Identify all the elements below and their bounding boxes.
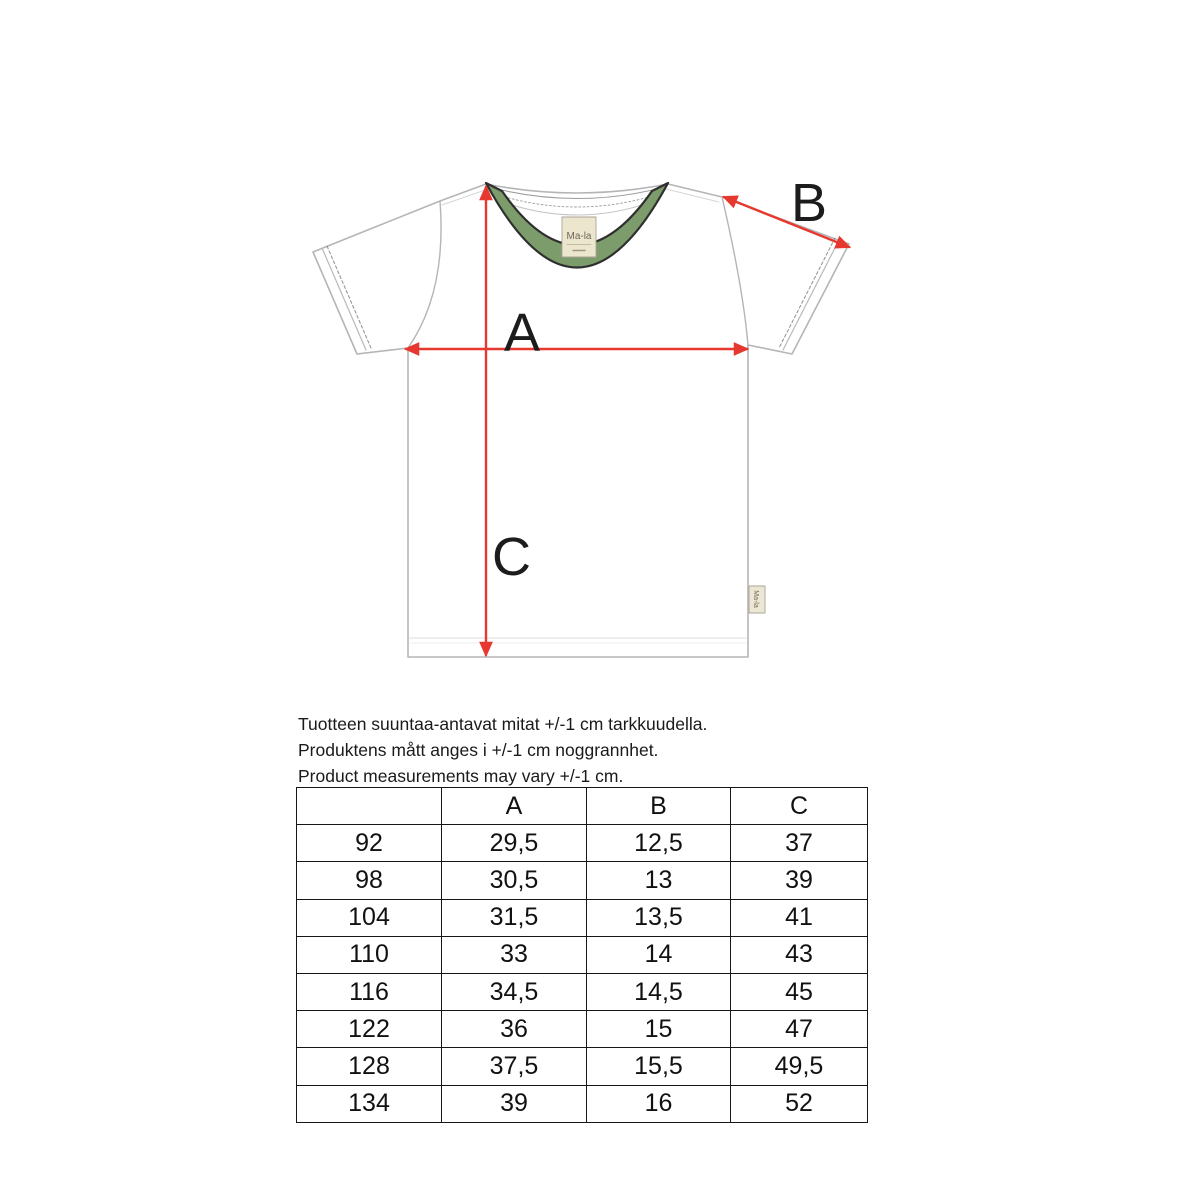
c-cell: 39 xyxy=(731,862,868,899)
size-row xyxy=(297,1011,868,1048)
size-row xyxy=(297,825,868,862)
c-cell: 41 xyxy=(731,899,868,936)
size-row xyxy=(297,1085,868,1122)
b-cell: 13 xyxy=(587,862,731,899)
a-cell: 30,5 xyxy=(442,862,587,899)
a-cell: 34,5 xyxy=(442,973,587,1010)
size-table-header-row xyxy=(297,788,868,825)
b-cell: 14 xyxy=(587,936,731,973)
size-cell: 104 xyxy=(297,899,442,936)
note-swedish: Produktens mått anges i +/-1 cm noggrannhet. xyxy=(298,740,659,760)
size-cell: 92 xyxy=(297,825,442,862)
b-cell: 12,5 xyxy=(587,825,731,862)
c-cell: 37 xyxy=(731,825,868,862)
label-a: A xyxy=(504,303,541,363)
size-cell: 134 xyxy=(297,1085,442,1122)
note-english: Product measurements may vary +/-1 cm. xyxy=(298,766,624,786)
size-cell: 122 xyxy=(297,1011,442,1048)
note-finnish: Tuotteen suuntaa-antavat mitat +/-1 cm tarkkuudella. xyxy=(298,714,708,734)
header-c-cell: C xyxy=(731,788,868,825)
b-cell: 15 xyxy=(587,1011,731,1048)
size-cell: 98 xyxy=(297,862,442,899)
c-cell: 52 xyxy=(731,1085,868,1122)
size-row xyxy=(297,1048,868,1085)
side-tag-text: Ma-la xyxy=(752,590,759,608)
a-cell: 31,5 xyxy=(442,899,587,936)
size-row xyxy=(297,936,868,973)
b-cell: 13,5 xyxy=(587,899,731,936)
header-a-cell: A xyxy=(442,788,587,825)
size-row xyxy=(297,973,868,1010)
c-cell: 43 xyxy=(731,936,868,973)
size-row xyxy=(297,899,868,936)
a-cell: 39 xyxy=(442,1085,587,1122)
b-cell: 16 xyxy=(587,1085,731,1122)
size-cell: 128 xyxy=(297,1048,442,1085)
b-cell: 15,5 xyxy=(587,1048,731,1085)
a-cell: 33 xyxy=(442,936,587,973)
neck-brand-text: Ma-la xyxy=(566,231,592,242)
size-table xyxy=(296,787,868,1123)
label-b: B xyxy=(791,173,828,233)
size-cell: 110 xyxy=(297,936,442,973)
label-c: C xyxy=(492,527,531,587)
a-cell: 36 xyxy=(442,1011,587,1048)
header-size-cell xyxy=(297,788,442,825)
c-cell: 47 xyxy=(731,1011,868,1048)
c-cell: 49,5 xyxy=(731,1048,868,1085)
size-cell: 116 xyxy=(297,973,442,1010)
size-row xyxy=(297,862,868,899)
neck-brand-label xyxy=(562,217,596,257)
side-seam-tag xyxy=(749,586,765,613)
header-b-cell: B xyxy=(587,788,731,825)
a-cell: 29,5 xyxy=(442,825,587,862)
b-cell: 14,5 xyxy=(587,973,731,1010)
a-cell: 37,5 xyxy=(442,1048,587,1085)
c-cell: 45 xyxy=(731,973,868,1010)
